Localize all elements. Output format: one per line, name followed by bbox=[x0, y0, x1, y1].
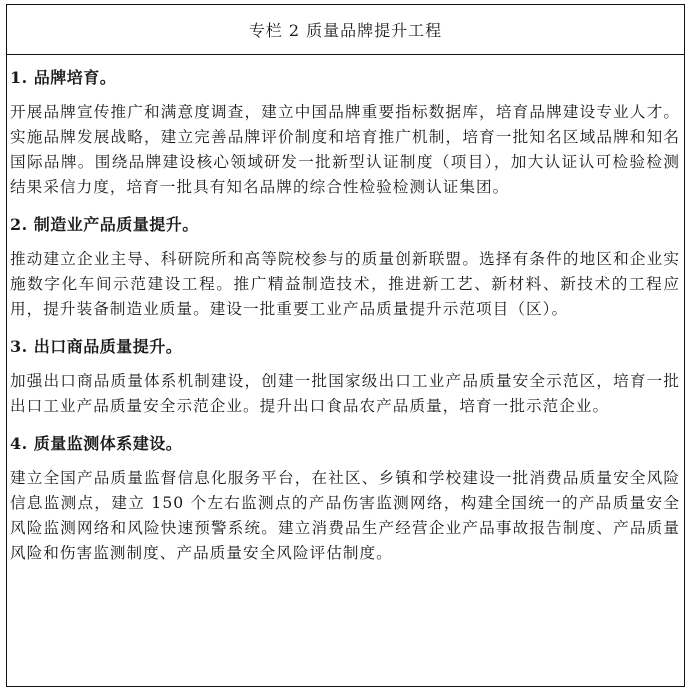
section-heading: 2. 制造业产品质量提升。 bbox=[10, 215, 199, 234]
section-quality-monitoring bbox=[10, 421, 684, 568]
box-header bbox=[7, 5, 684, 55]
box-title: 专栏 2 质量品牌提升工程 bbox=[248, 21, 443, 40]
section-body: 建立全国产品质量监督信息化服务平台，在社区、乡镇和学校建设一批消费品质量安全风险信息监测点，建立 150 个左右监测点的产品伤害监测网络，构建全国统一的产品质量安全风险监测网络和风险快速预警系统。建立消费品生产经营企业产品事故报告制度、产品质量风险和伤害监测制度、产品质量安全风险评估制度。 bbox=[10, 469, 680, 562]
section-manufacturing-quality bbox=[10, 202, 684, 324]
feature-box bbox=[6, 4, 685, 687]
section-heading: 3. 出口商品质量提升。 bbox=[10, 337, 183, 356]
section-brand-cultivation bbox=[10, 55, 684, 202]
section-body: 加强出口商品质量体系机制建设，创建一批国家级出口工业产品质量安全示范区，培育一批出口工业产品质量安全示范企业。提升出口食品农产品质量，培育一批示范企业。 bbox=[10, 372, 680, 415]
section-heading: 4. 质量监测体系建设。 bbox=[10, 434, 183, 453]
section-heading: 1. 品牌培育。 bbox=[10, 68, 117, 87]
section-export-quality bbox=[10, 324, 684, 421]
section-body: 开展品牌宣传推广和满意度调查，建立中国品牌重要指标数据库，培育品牌建设专业人才。实施品牌发展战略，建立完善品牌评价制度和培育推广机制，培育一批知名区域品牌和知名国际品牌。围绕品牌建设核心领域研发一批新型认证制度（项目），加大认证认可检验检测结果采信力度，培育一批具有知名品牌的综合性检验检测认证集团。 bbox=[10, 103, 680, 196]
section-body: 推动建立企业主导、科研院所和高等院校参与的质量创新联盟。选择有条件的地区和企业实施数字化车间示范建设工程。推广精益制造技术，推进新工艺、新材料、新技术的工程应用，提升装备制造业质量。建设一批重要工业产品质量提升示范项目（区）。 bbox=[10, 250, 680, 318]
box-content bbox=[7, 55, 684, 568]
